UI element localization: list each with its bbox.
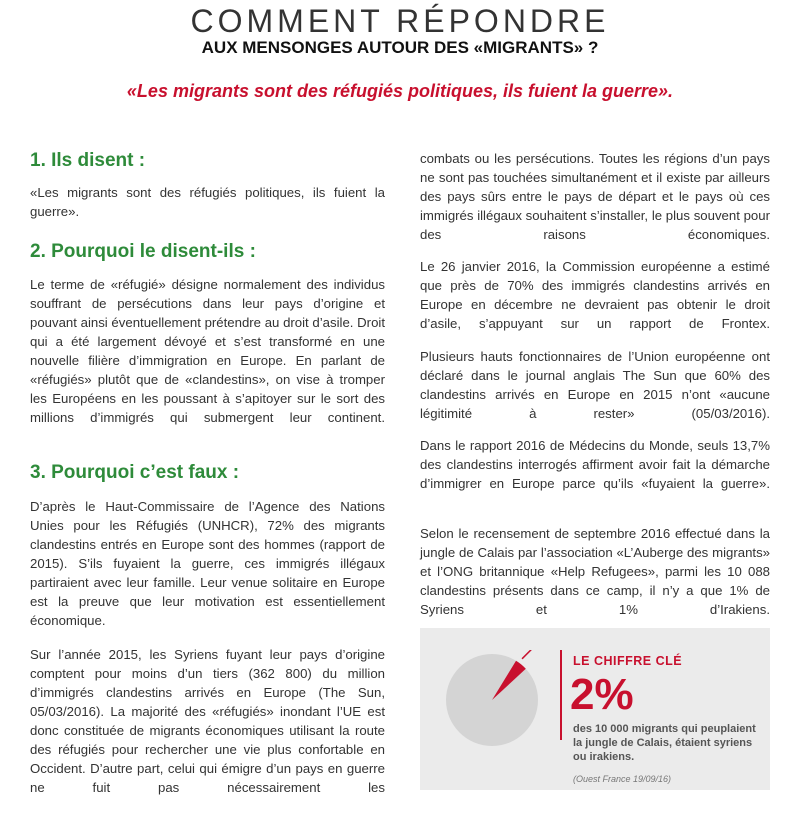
- heading-pourquoi-disent: 2. Pourquoi le disent-ils :: [30, 241, 256, 262]
- pie-pointer: [522, 650, 534, 659]
- paragraph-unhcr: D’après le Haut-Commissaire de l’Agence des Nations Unies pour les Réfugiés (UNHCR), 72% des migrants clandestins entrés en Europe sont des hommes (rapport de 2015). S’ils fuyaient la guerre, ces immigrés illégaux partiraient avec leur famille. Leur venue solitaire en Europe est la preuve que leur motivation est essentiellement économique.: [30, 499, 385, 628]
- key-figure-value: 2%: [570, 670, 634, 719]
- heading-ils-disent: 1. Ils disent :: [30, 150, 146, 171]
- heading-pourquoi-faux: 3. Pourquoi c’est faux :: [30, 462, 240, 483]
- paragraph-commission: Le 26 janvier 2016, la Commission européenne a estimé que près de 70% des immigrés clandestins arrivés en Europe en décembre ne devraient pas obtenir le droit d’asile, s’appuyant sur un rapport de Frontex.: [420, 259, 770, 331]
- box-divider: [560, 650, 562, 740]
- pie-chart-icon: [442, 650, 542, 750]
- key-figure-description: des 10 000 migrants qui peuplaient la jungle de Calais, étaient syriens ou irakiens.: [573, 723, 756, 763]
- page-title: COMMENT RÉPONDRE: [190, 3, 610, 39]
- page-subtitle: AUX MENSONGES AUTOUR DES «MIGRANTS» ?: [201, 38, 599, 57]
- paragraph-syriens-2015: Sur l’année 2015, les Syriens fuyant leur pays d’origine comptent pour moins d’un tiers (362 800) du million d’immigrés clandestins arrivés en Europe (The Sun, 05/03/2016). La majorité des «réfugiés» inondant l’UE est donc constituée de migrants économiques utilisant la route des réfugiés pour rechercher une vie plus confortable en Occident. D’autre part, celui qui émigre d’un pays en guerre ne fuit pas nécessairement les: [30, 647, 385, 795]
- paragraph-regions: combats ou les persécutions. Toutes les régions d’un pays ne sont pas touchées simultanément et il existe par ailleurs des pays sûrs entre le pays de départ et le pays où ces immigrés illégaux souhaitent s’installer, le plus souvent pour des raisons économiques.: [420, 151, 770, 242]
- paragraph-pourquoi-disent: Le terme de «réfugié» désigne normalement des individus souffrant de persécutions dans leur pays d’origine et pouvant ainsi éventuellement prétendre au droit d’asile. Droit qui a été largement dévoyé et s’est transformé en une nouvelle filière d’immigration en Europe. En parlant de «réfugiés» plutôt que de «clandestins», on vise à tromper les Européens en les poussant à s’apitoyer sur le sort des millions d’immigrés qui submergent leur continent.: [30, 277, 385, 425]
- paragraph-medecins-du-monde: Dans le rapport 2016 de Médecins du Monde, seuls 13,7% des clandestins interrogés affirment avoir fait la démarche d’immigrer en Europe parce qu’ils «fuyaient la guerre».: [420, 438, 770, 491]
- paragraph-calais-census: Selon le recensement de septembre 2016 effectué dans la jungle de Calais par l’association «L’Auberge des migrants» et l’ONG britannique «Help Refugees», parmi les 10 088 clandestins présents dans ce camp, il n’y a que 1% de Syriens et 1% d’Irakiens.: [420, 526, 770, 617]
- key-figure-box: [420, 628, 770, 790]
- headline-quote: «Les migrants sont des réfugiés politiques, ils fuient la guerre».: [126, 81, 674, 101]
- paragraph-ils-disent: «Les migrants sont des réfugiés politiques, ils fuient la guerre».: [30, 185, 385, 219]
- paragraph-the-sun: Plusieurs hauts fonctionnaires de l’Union européenne ont déclaré dans le journal anglais The Sun que 60% des clandestins arrivés en Europe en 2015 n’ont «aucune légitimité à rester» (05/03/2016).: [420, 349, 770, 421]
- key-figure-source: (Ouest France 19/09/16): [573, 774, 672, 784]
- key-figure-label: LE CHIFFRE CLÉ: [573, 654, 683, 668]
